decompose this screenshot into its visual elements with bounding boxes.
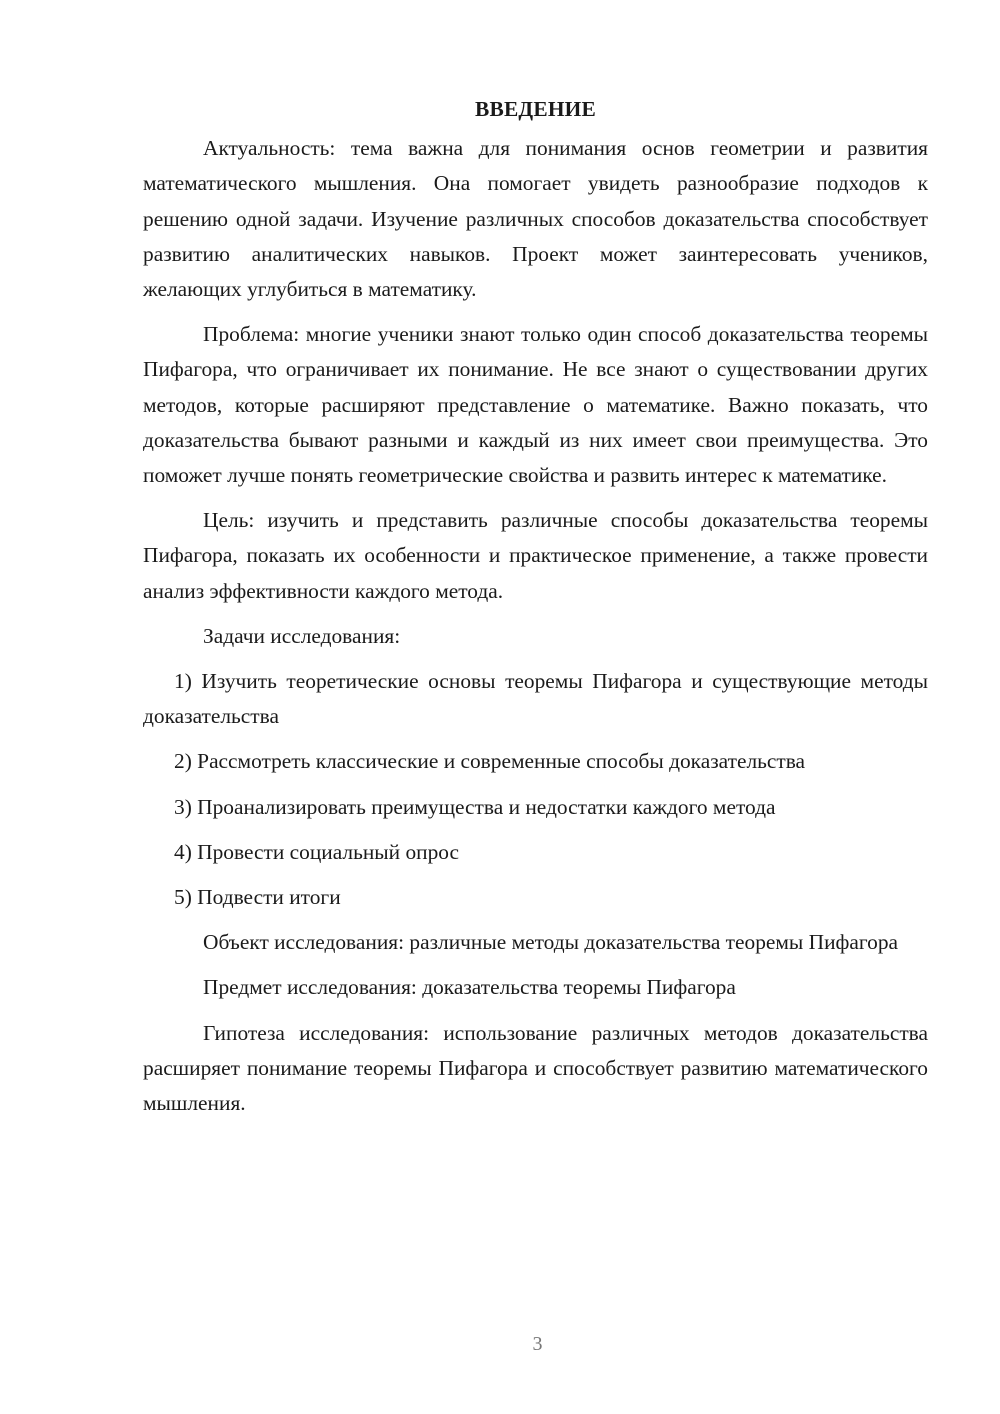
problem-paragraph: Проблема: многие ученики знают только один способ доказательства теоремы Пифагора, что ограничивает их понимание. Не все знают о существовании других методов, которые расширяют представление о математике. Важно показать, что доказательства бывают разными и каждый из них имеет свои преимущества. Это поможет лучше понять геометрические свойства и развить интерес к математике. [143,322,928,488]
task-item: 4) Провести социальный опрос [174,839,460,864]
task-item: 2) Рассмотреть классические и современные способы доказательства [174,749,806,774]
tasks-heading: Задачи исследования: [203,623,401,648]
task-item: 1) Изучить теоретические основы теоремы Пифагора и существующие методы доказательства [143,669,928,729]
goal-paragraph: Цель: изучить и представить различные способы доказательства теоремы Пифагора, показать их особенности и практическое применение, а также провести анализ эффективности каждого метода. [143,508,928,603]
page-number: 3 [532,1333,543,1355]
document-page [143,92,928,1131]
task-item: 5) Подвести итоги [174,885,341,910]
task-item: 3) Проанализировать преимущества и недостатки каждого метода [174,794,776,819]
object-paragraph: Объект исследования: различные методы доказательства теоремы Пифагора [203,930,899,955]
subject-paragraph: Предмет исследования: доказательства теоремы Пифагора [203,975,736,1000]
section-heading: ВВЕДЕНИЕ [475,97,596,121]
relevance-paragraph: Актуальность: тема важна для понимания основ геометрии и развития математического мышления. Она помогает увидеть разнообразие подходов к решению одной задачи. Изучение различных способов доказательства способствует развитию аналитических навыков. Проект может заинтересовать учеников, желающих углубиться в математику. [143,136,928,302]
hypothesis-paragraph: Гипотеза исследования: использование различных методов доказательства расширяет понимание теоремы Пифагора и способствует развитию математического мышления. [143,1020,928,1116]
